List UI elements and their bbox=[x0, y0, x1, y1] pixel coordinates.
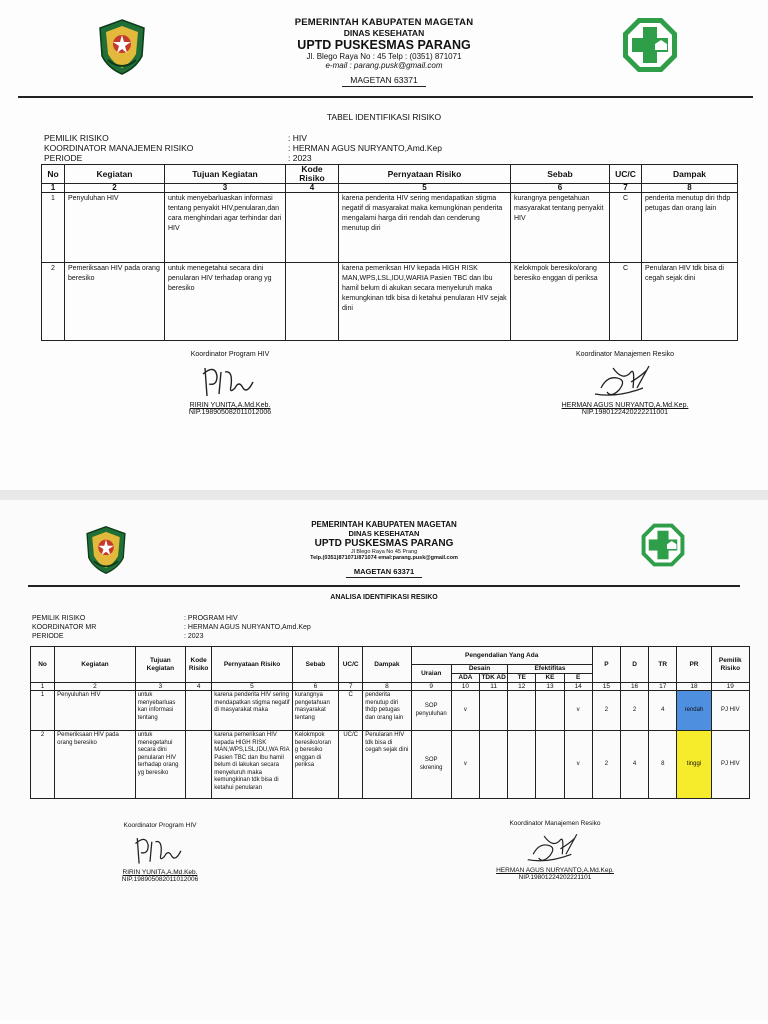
cell-te bbox=[508, 691, 536, 731]
cell-tujuan: untuk menegetahui secara dini penularan HIV terhadap orang yg beresiko bbox=[135, 731, 185, 799]
col-number: 8 bbox=[363, 683, 411, 691]
col-number: 10 bbox=[451, 683, 479, 691]
cell-sebab: kurangnya pengetahuan masyarakat tentang penyakit HIV bbox=[511, 193, 610, 263]
signature-scribble-icon bbox=[128, 829, 192, 869]
signature-role: Koordinator Program HIV bbox=[123, 822, 197, 829]
cell-dampak: Penularan HIV tdk bisa di cegah sejak dini bbox=[363, 731, 411, 799]
letterhead-city: MAGETAN 63371 bbox=[342, 75, 425, 87]
col-number: 14 bbox=[564, 683, 592, 691]
col-header-kode: Kode Risiko bbox=[186, 647, 212, 683]
cell-kegiatan: Pemeriksaan HIV pada orang beresiko bbox=[55, 731, 136, 799]
col-header-dampak: Dampak bbox=[363, 647, 411, 683]
col-header-ada: ADA bbox=[451, 674, 479, 683]
cell-tr: 4 bbox=[649, 691, 677, 731]
signature-role: Koordinator Program HIV bbox=[190, 351, 270, 358]
column-number-row bbox=[31, 683, 750, 691]
table-header-row bbox=[42, 165, 738, 184]
letterhead-government: PEMERINTAH KABUPATEN MAGETAN bbox=[311, 520, 457, 529]
cell-ucc: UC/C bbox=[339, 731, 363, 799]
cell-no: 1 bbox=[42, 193, 65, 263]
cell-ucc: C bbox=[610, 263, 642, 341]
signature-scribble-icon bbox=[587, 358, 663, 402]
letterhead bbox=[0, 17, 768, 88]
col-number: 1 bbox=[42, 184, 65, 193]
col-number: 9 bbox=[411, 683, 451, 691]
signature-scribble-icon bbox=[520, 827, 590, 867]
cell-tujuan: untuk menegetahui secara dini penularan HIV terhadap orang yg beresiko bbox=[165, 263, 286, 341]
letterhead-rule bbox=[18, 96, 753, 98]
meta-owner-key: PEMILIK RISIKO bbox=[32, 615, 86, 622]
col-header-tujuan: Tujuan Kegiatan bbox=[165, 165, 286, 184]
cell-d: 4 bbox=[620, 731, 648, 799]
signature-nip: NIP.198905082011012006 bbox=[121, 876, 199, 883]
cell-tujuan: untuk menyebarluas kan informasi tentang bbox=[135, 691, 185, 731]
table-row bbox=[31, 731, 750, 799]
page-gap bbox=[0, 490, 768, 500]
signature-scribble-icon bbox=[195, 358, 265, 402]
col-header-uraian: Uraian bbox=[411, 665, 451, 683]
risk-identification-table bbox=[41, 164, 738, 341]
col-number: 4 bbox=[286, 184, 339, 193]
col-header-tujuan: Tujuan Kegiatan bbox=[135, 647, 185, 683]
cell-dampak: Penularan HIV tdk bisa di cegah sejak dini bbox=[642, 263, 738, 341]
signature-name: RIRIN YUNITA,A.Md.Keb. bbox=[122, 869, 198, 876]
cell-pernyataan: karena pemeriksan HIV kepada HIGH RISK MAN,WPS,LSL,IDU,WA RIA Pasien TBC dan Ibu hamil belum di lakukan secara menyeluruh maka kemungkinan tdk bisa di ketahui penularan bbox=[212, 731, 293, 799]
cell-p: 2 bbox=[592, 691, 620, 731]
cell-pernyataan: karena penderita HIV sering mendapatkan stigma negatif di masyarakat maka bbox=[212, 691, 293, 731]
col-header-d: D bbox=[620, 647, 648, 683]
cell-kode bbox=[286, 263, 339, 341]
col-header-pernyataan: Pernyataan Risiko bbox=[339, 165, 511, 184]
risk-meta bbox=[44, 133, 544, 165]
cell-ke bbox=[536, 691, 564, 731]
col-number: 13 bbox=[536, 683, 564, 691]
meta-period-key: PERIODE bbox=[44, 153, 83, 163]
col-number: 1 bbox=[31, 683, 55, 691]
col-header-sebab: Sebab bbox=[292, 647, 338, 683]
letterhead-department: DINAS KESEHATAN bbox=[343, 28, 425, 38]
meta-owner-value: : HIV bbox=[288, 133, 307, 143]
col-number: 5 bbox=[339, 184, 511, 193]
cell-ucc: C bbox=[339, 691, 363, 731]
col-header-kegiatan: Kegiatan bbox=[65, 165, 165, 184]
signature-name: HERMAN AGUS NURYANTO,A.Md.Kep. bbox=[561, 402, 689, 409]
cell-tujuan: untuk menyebarluaskan informasi tentang penyakit HIV,penularan,dan cara menghindari agar terhindar dari HIV bbox=[165, 193, 286, 263]
letterhead-rule bbox=[28, 585, 740, 587]
signature-block-left bbox=[85, 822, 235, 883]
col-number: 12 bbox=[508, 683, 536, 691]
col-number: 19 bbox=[711, 683, 749, 691]
col-header-tdk-ada: TDK AD bbox=[481, 674, 506, 681]
letterhead bbox=[0, 520, 768, 579]
cell-kegiatan: Pemeriksaan HIV pada orang beresiko bbox=[65, 263, 165, 341]
col-header-kode: Kode Risiko bbox=[286, 165, 339, 184]
signature-block-right bbox=[540, 351, 710, 416]
col-header-ucc: UC/C bbox=[610, 165, 642, 184]
col-header-ucc: UC/C bbox=[339, 647, 363, 683]
table-row bbox=[42, 263, 738, 341]
cell-kode bbox=[186, 691, 212, 731]
signature-block-right bbox=[470, 820, 640, 881]
letterhead-address: Jl Blego Raya No 45 Prang bbox=[350, 549, 418, 555]
document-title: TABEL IDENTIFIKASI RISIKO bbox=[326, 112, 442, 122]
letterhead-contact: Telp.(0351)871071/871074 emal:parang.pusk@gmail.com bbox=[310, 555, 458, 561]
letterhead-address: Jl. Blego Raya No : 45 Telp : (0351) 871071 bbox=[306, 52, 462, 61]
col-number: 8 bbox=[642, 184, 738, 193]
cell-pr-rendah: rendah bbox=[677, 691, 711, 731]
col-number: 11 bbox=[480, 683, 508, 691]
risk-meta bbox=[32, 614, 432, 644]
cell-ke bbox=[536, 731, 564, 799]
letterhead-government: PEMERINTAH KABUPATEN MAGETAN bbox=[294, 17, 474, 28]
cell-tdk-ada bbox=[480, 691, 508, 731]
col-header-pengendalian: Pengendalian Yang Ada bbox=[411, 647, 592, 665]
cell-tr: 8 bbox=[649, 731, 677, 799]
col-header-e: E bbox=[564, 674, 592, 683]
col-header-pernyataan: Pernyataan Risiko bbox=[212, 647, 293, 683]
signature-name: HERMAN AGUS NURYANTO,A.Md.Kep. bbox=[496, 867, 614, 874]
meta-coordinator-key: KOORDINATOR MR bbox=[32, 624, 97, 631]
meta-period-value: : 2023 bbox=[184, 633, 204, 640]
col-header-tr: TR bbox=[649, 647, 677, 683]
letterhead-institution: UPTD PUSKESMAS PARANG bbox=[314, 538, 454, 549]
signature-nip: NIP.19801224202221101 bbox=[518, 874, 592, 881]
col-header-efektifitas: Efektifitas bbox=[508, 665, 593, 674]
cell-e: v bbox=[564, 731, 592, 799]
signature-nip: NIP.1980122420222211001 bbox=[581, 409, 669, 416]
document-title: ANALISA IDENTIFIKASI RESIKO bbox=[330, 594, 438, 601]
letterhead-institution: UPTD PUSKESMAS PARANG bbox=[297, 38, 471, 52]
meta-owner-key: PEMILIK RISIKO bbox=[44, 133, 109, 143]
cell-d: 2 bbox=[620, 691, 648, 731]
cell-te bbox=[508, 731, 536, 799]
column-number-row bbox=[42, 184, 738, 193]
cell-sebab: Kelokmpok beresiko/oran g beresiko enggan di periksa bbox=[292, 731, 338, 799]
signature-name: RIRIN YUNITA,A.Md.Keb. bbox=[189, 402, 271, 409]
col-header-pemilik: Pemilik Risiko bbox=[711, 647, 749, 683]
cell-sebab: Kelokmpok beresiko/orang beresiko enggan di periksa bbox=[511, 263, 610, 341]
sheet-identifikasi-risiko bbox=[0, 0, 768, 490]
cell-dampak: penderita menutup diri thdp petugas dan orang lain bbox=[363, 691, 411, 731]
signature-role: Koordinator Manajemen Resiko bbox=[575, 351, 675, 358]
meta-coordinator-value: : HERMAN AGUS NURYANTO,Amd.Kep bbox=[184, 624, 311, 631]
cell-e: v bbox=[564, 691, 592, 731]
col-number: 5 bbox=[212, 683, 293, 691]
col-header-te: TE bbox=[508, 674, 536, 683]
col-header-no: No bbox=[42, 165, 65, 184]
table-header-row bbox=[31, 647, 750, 665]
col-number: 15 bbox=[592, 683, 620, 691]
col-number: 4 bbox=[186, 683, 212, 691]
cell-pemilik: PJ HIV bbox=[711, 691, 749, 731]
col-header-kegiatan: Kegiatan bbox=[55, 647, 136, 683]
cell-kode bbox=[186, 731, 212, 799]
col-number: 2 bbox=[65, 184, 165, 193]
col-header-pr: PR bbox=[677, 647, 711, 683]
cell-uraian: SOP skrening bbox=[411, 731, 451, 799]
col-number: 18 bbox=[677, 683, 711, 691]
cell-ada: v bbox=[451, 691, 479, 731]
letterhead-department: DINAS KESEHATAN bbox=[348, 529, 420, 538]
cell-kegiatan: Penyuluhan HIV bbox=[65, 193, 165, 263]
col-number: 6 bbox=[511, 184, 610, 193]
risk-analysis-table bbox=[30, 646, 750, 799]
cell-pernyataan: karena pemeriksan HIV kepada HIGH RISK MAN,WPS,LSL,IDU,WARIA Pasien TBC dan Ibu hamil belum di akukan secara menyeluruh maka kemungkinan tdk bisa di ketahui penularan HIV sejak dini bbox=[339, 263, 511, 341]
meta-period-value: : 2023 bbox=[288, 153, 312, 163]
cell-p: 2 bbox=[592, 731, 620, 799]
cell-kode bbox=[286, 193, 339, 263]
cell-kegiatan: Penyuluhan HIV bbox=[55, 691, 136, 731]
col-number: 2 bbox=[55, 683, 136, 691]
col-number: 7 bbox=[610, 184, 642, 193]
letterhead-city: MAGETAN 63371 bbox=[346, 567, 422, 578]
col-number: 7 bbox=[339, 683, 363, 691]
col-number: 3 bbox=[165, 184, 286, 193]
sheet-analisa-identifikasi-resiko bbox=[0, 500, 768, 1020]
meta-coordinator-key: KOORDINATOR MANAJEMEN RISIKO bbox=[44, 143, 194, 153]
meta-owner-value: : PROGRAM HIV bbox=[184, 615, 238, 622]
cell-pr-tinggi: tinggi bbox=[677, 731, 711, 799]
cell-no: 1 bbox=[31, 691, 55, 731]
meta-coordinator-value: : HERMAN AGUS NURYANTO,Amd.Kep bbox=[288, 143, 442, 153]
table-row bbox=[31, 691, 750, 731]
col-number: 17 bbox=[649, 683, 677, 691]
cell-no: 2 bbox=[42, 263, 65, 341]
col-header-dampak: Dampak bbox=[642, 165, 738, 184]
cell-ada: v bbox=[451, 731, 479, 799]
cell-uraian: SOP penyuluhan bbox=[411, 691, 451, 731]
signature-role: Koordinator Manajemen Resiko bbox=[509, 820, 601, 827]
signature-nip: NIP.198905082011012006 bbox=[188, 409, 272, 416]
col-header-p: P bbox=[592, 647, 620, 683]
col-header-ke: KE bbox=[536, 674, 564, 683]
cell-no: 2 bbox=[31, 731, 55, 799]
col-header-desain: Desain bbox=[451, 665, 507, 674]
col-number: 3 bbox=[135, 683, 185, 691]
table-row bbox=[42, 193, 738, 263]
letterhead-email: e-mail : parang.pusk@gmail.com bbox=[325, 61, 443, 70]
cell-dampak: penderita menutup diri thdp petugas dan orang lain bbox=[642, 193, 738, 263]
cell-pemilik: PJ HIV bbox=[711, 731, 749, 799]
col-number: 6 bbox=[292, 683, 338, 691]
cell-ucc: C bbox=[610, 193, 642, 263]
meta-period-key: PERIODE bbox=[32, 633, 64, 640]
cell-sebab: kurangnya pengetahuan masyarakat tentang bbox=[292, 691, 338, 731]
col-header-no: No bbox=[31, 647, 55, 683]
cell-pernyataan: karena penderita HIV sering mendapatkan stigma negatif di masyarakat maka kemungkinan penderita mengalami harga diri rendah dan cenderung menutup diri bbox=[339, 193, 511, 263]
col-header-sebab: Sebab bbox=[511, 165, 610, 184]
col-number: 16 bbox=[620, 683, 648, 691]
cell-tdk-ada bbox=[480, 731, 508, 799]
signature-block-left bbox=[150, 351, 310, 416]
